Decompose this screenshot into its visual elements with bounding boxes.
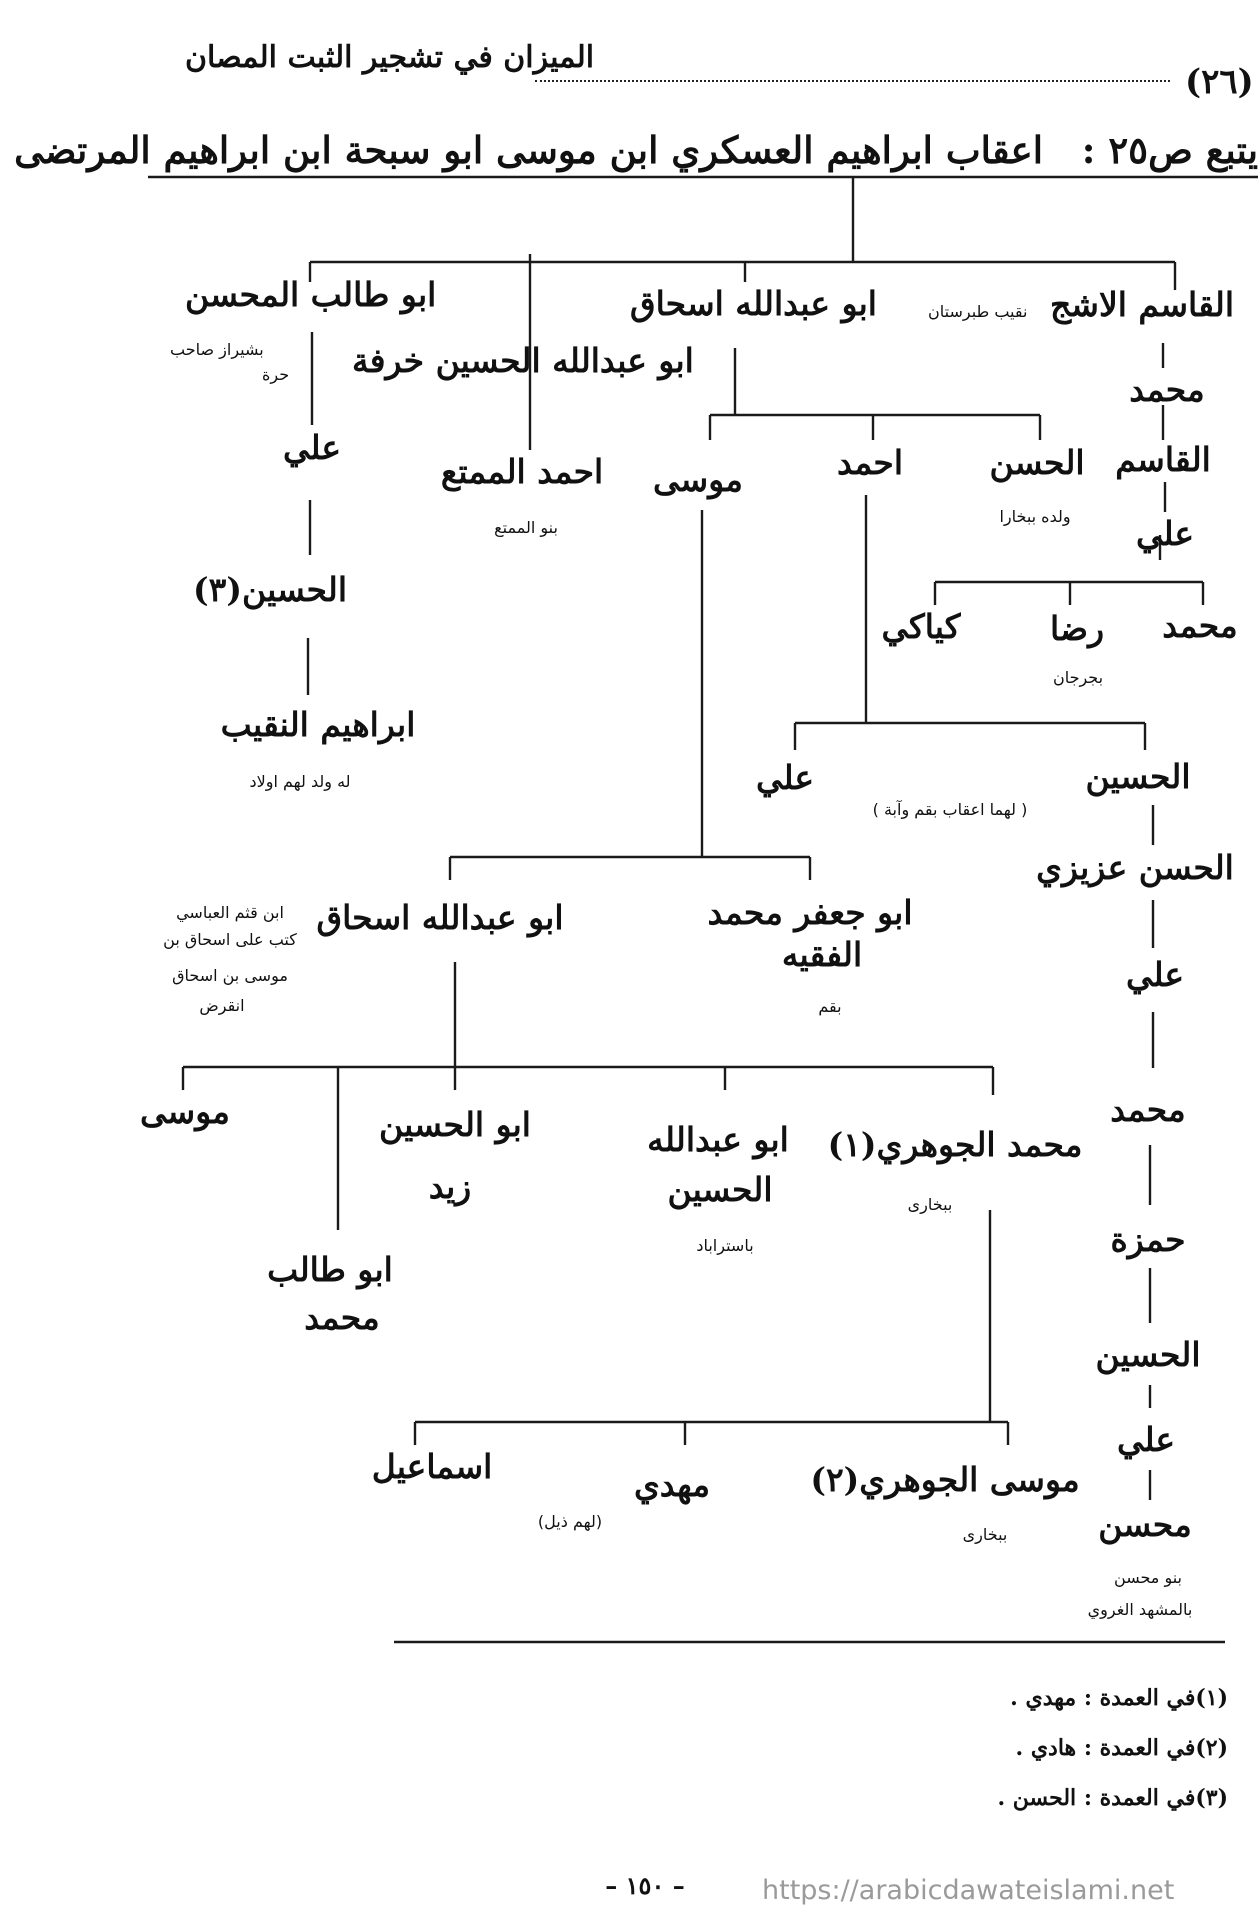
page-number: (٢٦) bbox=[1185, 62, 1254, 102]
footnote-2: (٢)في العمدة : هادي . bbox=[1015, 1735, 1228, 1761]
note-muhammad-jawhari: ببخارى bbox=[907, 1195, 953, 1214]
book-title: الميزان في تشجير الثبت المصان bbox=[185, 40, 595, 75]
node-abu-abdullah-ishaq: ابو عبدالله اسحاق bbox=[630, 284, 877, 323]
note-ishaq2-2: كتب على اسحاق بن bbox=[163, 930, 297, 949]
node-abu-abdullah-husayn-khurfa: ابو عبدالله الحسين خرفة bbox=[352, 341, 694, 380]
note-mahdi: (لهم ذيل) bbox=[537, 1512, 603, 1531]
node-muhsin-son-ali: علي bbox=[282, 428, 342, 467]
node-rida: رضا bbox=[1049, 609, 1105, 648]
node-abu-jafar-2: الفقيه bbox=[781, 935, 863, 974]
node-qasim: القاسم bbox=[1115, 440, 1211, 479]
node-muhammad-2: محمد bbox=[1110, 1090, 1186, 1129]
node-abu-abdullah-ishaq-2: ابو عبدالله اسحاق bbox=[316, 898, 564, 937]
node-abul-husayn-zayd-a: ابو الحسين bbox=[379, 1105, 531, 1144]
node-muhsin-chain: محسن bbox=[1098, 1505, 1192, 1544]
note-qasim-ashaj: نقيب طبرستان bbox=[928, 302, 1028, 321]
node-ibrahim-naqib: ابراهيم النقيب bbox=[220, 705, 416, 744]
note-ishaq2-1: ابن قثم العباسي bbox=[176, 903, 284, 922]
note-ishaq2-4: انقرض bbox=[199, 996, 245, 1015]
node-musa: موسى bbox=[653, 460, 743, 499]
node-muhammad-1: محمد bbox=[1129, 370, 1205, 409]
node-ahmad-son-husayn: الحسين bbox=[1085, 757, 1191, 796]
note-musa-jawhari: ببخارى bbox=[962, 1525, 1008, 1544]
watermark-url: https://arabicdawateislami.net bbox=[762, 1875, 1175, 1906]
node-kiyaki: كياكي bbox=[881, 607, 961, 646]
note-ishaq2-3: موسى بن اسحاق bbox=[172, 966, 288, 985]
note-ibrahim: له ولد لهم اولاد bbox=[249, 772, 351, 791]
note-muhsin-1: بنو محسن bbox=[1114, 1568, 1182, 1587]
node-abu-talib-muhsin: ابو طالب المحسن bbox=[185, 275, 437, 314]
continuation-label: يتبع ص٢٥ : bbox=[1081, 128, 1258, 172]
node-ismail: اسماعيل bbox=[371, 1447, 493, 1486]
footnote-1: (١)في العمدة : مهدي . bbox=[1010, 1685, 1228, 1711]
note-hasan: ولده ببخارا bbox=[999, 507, 1071, 526]
node-ali-son-muhammad: محمد bbox=[1162, 606, 1238, 645]
node-abu-talib-muhammad-a: ابو طالب bbox=[267, 1250, 393, 1289]
node-abul-husayn-zayd-b: زيد bbox=[428, 1167, 472, 1206]
node-abu-talib-muhammad-b: محمد bbox=[304, 1298, 380, 1337]
node-ahmad: احمد bbox=[837, 443, 903, 482]
note-abu-jafar: بقم bbox=[818, 997, 842, 1016]
node-husayn-3: الحسين(٣) bbox=[192, 570, 348, 609]
node-ali-1: علي bbox=[1135, 514, 1195, 553]
note-rida: بجرجان bbox=[1052, 668, 1104, 687]
note-husayn2: باستراباد bbox=[696, 1236, 754, 1255]
note-husayn-ali: ( لهما اعقاب بقم وآبة ) bbox=[872, 800, 1028, 819]
node-ahmad-mumatta: احمد الممتع bbox=[440, 452, 604, 491]
node-hasan-azizi: الحسن عزيزي bbox=[1036, 848, 1234, 887]
note-abu-talib-1: بشيراز صاحب bbox=[170, 340, 264, 359]
page-footer-number: – ١٥٠ – bbox=[605, 1871, 685, 1900]
node-hamza: حمزة bbox=[1110, 1220, 1186, 1259]
node-muhammad-jawhari: محمد الجوهري(١) bbox=[827, 1125, 1083, 1164]
section-title: اعقاب ابراهيم العسكري ابن موسى ابو سبحة ابن ابراهيم المرتضى bbox=[14, 128, 1043, 172]
node-mahdi: مهدي bbox=[633, 1465, 711, 1504]
node-musa-jawhari: موسى الجوهري(٢) bbox=[810, 1460, 1080, 1499]
node-abu-jafar-1: ابو جعفر محمد bbox=[707, 893, 913, 932]
note-mumatta: بنو الممتع bbox=[494, 518, 558, 537]
node-qasim-ashaj: القاسم الاشج bbox=[1050, 285, 1235, 324]
node-ali-3: علي bbox=[1116, 1420, 1176, 1459]
node-ali-2: علي bbox=[1125, 955, 1185, 994]
node-abu-abdullah-husayn-2a: ابو عبدالله bbox=[647, 1120, 789, 1159]
node-ahmad-son-ali: علي bbox=[755, 758, 815, 797]
node-husayn-chain: الحسين bbox=[1095, 1335, 1201, 1374]
note-muhsin-2: بالمشهد الغروي bbox=[1087, 1600, 1193, 1619]
footnote-3: (٣)في العمدة : الحسن . bbox=[997, 1785, 1228, 1811]
note-abu-talib-2: حرة bbox=[262, 365, 290, 384]
node-abu-abdullah-husayn-2b: الحسين bbox=[667, 1170, 773, 1209]
node-hasan: الحسن bbox=[989, 443, 1085, 482]
node-musa-2: موسى bbox=[140, 1092, 230, 1131]
